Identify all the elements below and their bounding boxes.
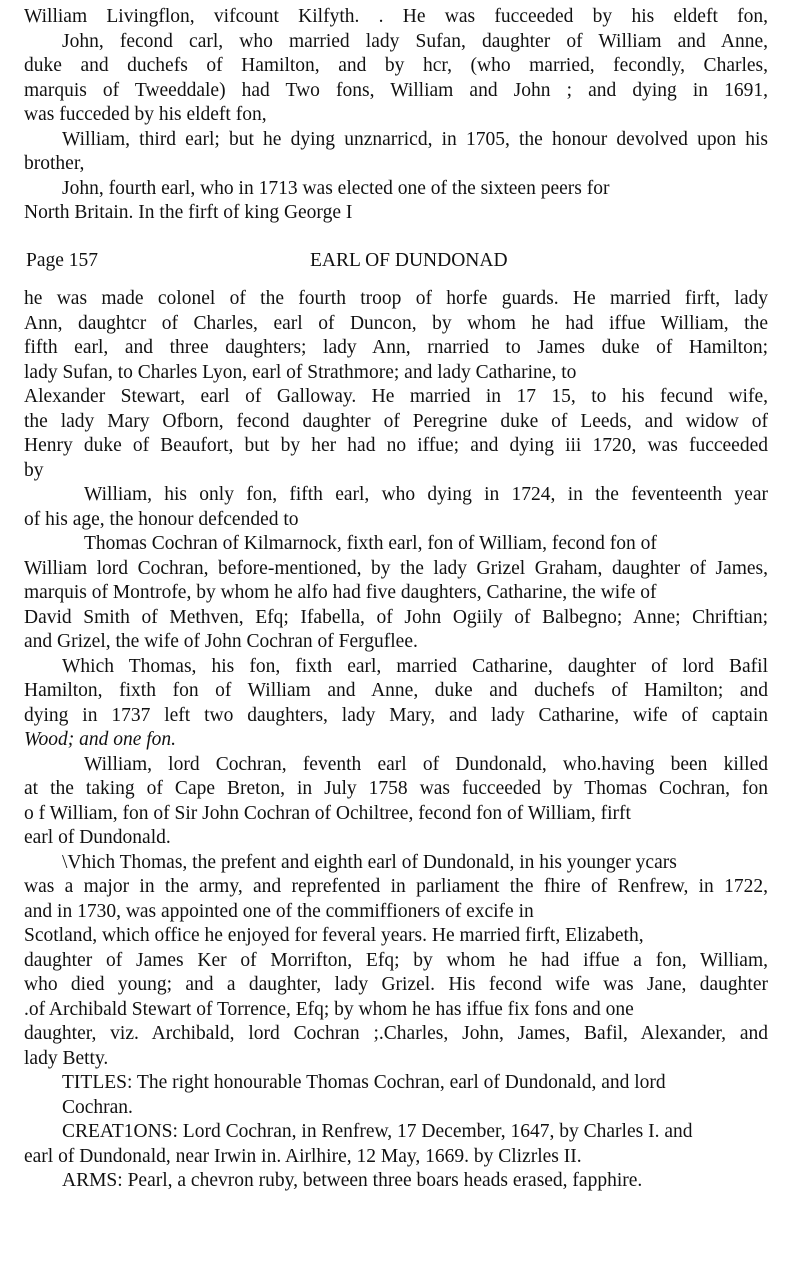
page-header [24,250,768,276]
text-line: \Vhich Thomas, the prefent and eighth earl of Dundonald, in his younger ycars [62,851,677,873]
text-line: William Livingflon, vifcount Kilfyth. . He was fucceeded by his eldeft fon, [24,6,768,27]
text-line: and Grizel, the wife of John Cochran of Ferguflee. [24,631,418,652]
titles-line: Cochran. [62,1096,133,1118]
text-line: Ann, daughtcr of Charles, earl of Duncon, by whom he had iffue William, the [24,312,768,334]
text-line: John, fourth earl, who in 1713 was elected one of the sixteen peers for [62,177,610,199]
text-line: earl of Dundonald. [24,827,171,848]
page-body-text [24,287,768,1194]
text-line: duke and duchefs of Hamilton, and by hcr, (who married, fecondly, Charles, [24,55,768,76]
page-title: EARL OF DUNDONAD [310,250,508,271]
text-line: the lady Mary Ofborn, fecond daughter of Peregrine duke of Leeds, and widow of [24,410,768,432]
text-line: Which Thomas, his fon, fixth earl, married Catharine, daughter of lord Bafil [62,655,768,677]
text-line: John, fecond carl, who married lady Sufan, daughter of William and Anne, [62,30,768,52]
text-line: William, his only fon, fifth earl, who dying in 1724, in the feventeenth year [84,484,768,505]
text-line: by [24,459,44,481]
text-line: was a major in the army, and reprefented in parliament the fhire of Renfrew, in 1722, [24,876,768,897]
text-line: at the taking of Cape Breton, in July 1758 was fucceeded by Thomas Cochran, fon [24,778,768,799]
text-line: Scotland, which office he enjoyed for feveral years. He married firft, Elizabeth, [24,925,644,946]
previous-page-text [24,5,768,226]
text-line: Henry duke of Beaufort, but by her had no iffue; and dying iii 1720, was fucceeded [24,435,768,456]
text-line: Alexander Stewart, earl of Galloway. He married in 17 15, to his fecund wife, [24,386,768,407]
text-line: David Smith of Methven, Efq; Ifabella, of John Ogiily of Balbegno; Anne; Chriftian; [24,606,768,628]
text-line: William, third earl; but he dying unznarricd, in 1705, the honour devolved upon his [62,128,768,150]
text-line: North Britain. In the firft of king George I [24,202,353,223]
creations-line: CREAT1ONS: Lord Cochran, in Renfrew, 17 December, 1647, by Charles I. and [62,1121,693,1142]
text-line: William, lord Cochran, feventh earl of Dundonald, who.having been killed [84,753,768,775]
text-line: lady Sufan, to Charles Lyon, earl of Strathmore; and lady Catharine, to [24,361,577,383]
text-line: and in 1730, was appointed one of the commiffioners of excife in [24,900,534,922]
text-line: brother, [24,153,85,174]
text-line: lady Betty. [24,1047,109,1069]
text-line: marquis of Tweeddale) had Two fons, William and John ; and dying in 1691, [24,79,768,101]
arms-line: ARMS: Pearl, a chevron ruby, between three boars heads erased, fapphire. [62,1170,643,1191]
creations-line: earl of Dundonald, near Irwin in. Airlhire, 12 May, 1669. by Clizrles II. [24,1145,582,1167]
text-line: dying in 1737 left two daughters, lady Mary, and lady Catharine, wife of captain [24,704,768,726]
page-number: Page 157 [26,250,99,271]
titles-line: TITLES: The right honourable Thomas Cochran, earl of Dundonald, and lord [62,1072,666,1093]
text-line: fifth earl, and three daughters; lady Ann, rnarried to James duke of Hamilton; [24,337,768,358]
text-line: .of Archibald Stewart of Torrence, Efq; by whom he has iffue fix fons and one [24,998,634,1020]
text-line: marquis of Montrofe, by whom he alfo had five daughters, Catharine, the wife of [24,582,657,603]
text-line: Thomas Cochran of Kilmarnock, fixth earl, fon of William, fecond fon of [84,533,657,554]
text-line: o f William, fon of Sir John Cochran of Ochiltree, fecond fon of William, firft [24,802,631,824]
text-line: of his age, the honour defcended to [24,508,299,530]
text-line: William lord Cochran, before-mentioned, by the lady Grizel Graham, daughter of James, [24,557,768,579]
text-line: who died young; and a daughter, lady Grizel. His fecond wife was Jane, daughter [24,974,768,995]
text-line: Hamilton, fixth fon of William and Anne, duke and duchefs of Hamilton; and [24,680,768,701]
text-line: daughter, viz. Archibald, lord Cochran ;.Charles, John, James, Bafil, Alexander, and [24,1023,768,1044]
text-line: Wood; and one fon. [24,729,177,750]
text-line: he was made colonel of the fourth troop of horfe guards. He married firft, lady [24,288,768,309]
text-line: was fucceded by his eldeft fon, [24,104,267,125]
text-line: daughter of James Ker of Morrifton, Efq; by whom he had iffue a fon, William, [24,949,768,971]
